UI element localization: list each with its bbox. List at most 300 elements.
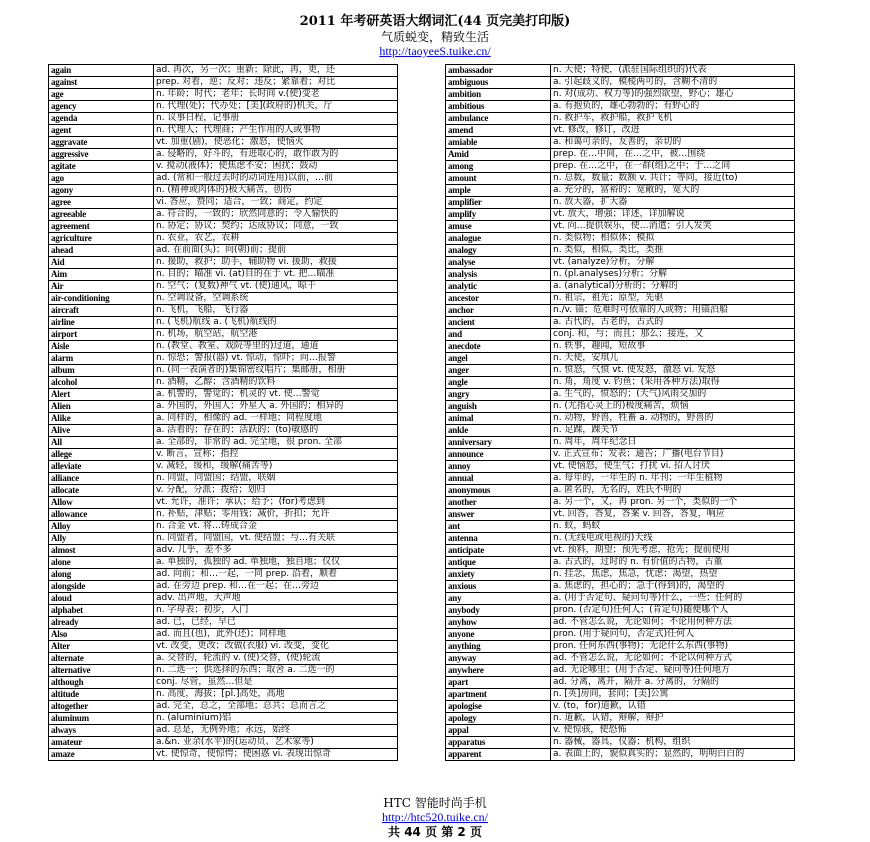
vocab-word: agriculture — [49, 233, 154, 245]
vocab-word: alongside — [49, 581, 154, 593]
vocab-word: anniversary — [446, 437, 551, 449]
vocab-definition: ad. 完全，总之，全部地；总共；总而言之 — [154, 701, 398, 713]
vocab-row — [446, 629, 795, 641]
vocab-row — [49, 317, 398, 329]
vocab-definition: a. 充分的，富裕的；宽敞的，宽大的 — [551, 185, 795, 197]
vocab-word: ambassador — [446, 65, 551, 77]
vocab-table-left — [48, 64, 398, 761]
vocab-word: Aid — [49, 257, 154, 269]
vocab-row — [446, 509, 795, 521]
vocab-row — [49, 425, 398, 437]
vocab-row — [446, 365, 795, 377]
vocab-row — [49, 113, 398, 125]
vocab-definition: conj. 尽管，虽然…但是 — [154, 677, 398, 689]
vocab-definition: vt. 预料，期望；预先考虑，抢先；提前使用 — [551, 545, 795, 557]
vocab-definition: n. 字母表；初步，入门 — [154, 605, 398, 617]
vocab-word: ambition — [446, 89, 551, 101]
vocab-row — [49, 713, 398, 725]
vocab-word: ambitious — [446, 101, 551, 113]
vocab-definition: v. 分配，分派；拨给；划归 — [154, 485, 398, 497]
vocab-word: altogether — [49, 701, 154, 713]
vocab-definition: vt. 改变，更改；改做(衣服) vi. 改变，变化 — [154, 641, 398, 653]
vocab-definition: ad. (常和一般过去时的动词连用)以前，…前 — [154, 173, 398, 185]
vocab-word: apartment — [446, 689, 551, 701]
vocab-word: another — [446, 497, 551, 509]
vocab-word: agency — [49, 101, 154, 113]
vocab-definition: vt. 放大，增强；详述，详加解说 — [551, 209, 795, 221]
vocab-word: ant — [446, 521, 551, 533]
vocab-word: analytic — [446, 281, 551, 293]
vocab-definition: vt. 加重(剧)，使恶化；激怒，使恼火 — [154, 137, 398, 149]
vocab-definition: a.&n. 业余(水平)的(运动员、艺术家等) — [154, 737, 398, 749]
page-header — [0, 14, 870, 58]
vocab-definition: n./v. 锚；危难时可依靠的人或物；用锚泊船 — [551, 305, 795, 317]
vocab-row — [446, 617, 795, 629]
vocab-row — [446, 557, 795, 569]
vocab-definition: n. 同盟，同盟国；结盟，联姻 — [154, 473, 398, 485]
vocab-definition: n. 代理人；代理商；产生作用的人或事物 — [154, 125, 398, 137]
vocab-definition: v. 正式宣布；发表；通告；广播(电台节目) — [551, 449, 795, 461]
vocab-definition: n. 空气；(复数)神气 vt. (使)通风，晾干 — [154, 281, 398, 293]
vocab-definition: a. 每年的，一年生的 n. 年刊；一年生植物 — [551, 473, 795, 485]
vocab-row — [446, 113, 795, 125]
vocab-row — [49, 389, 398, 401]
vocab-row — [49, 125, 398, 137]
vocab-row — [446, 461, 795, 473]
vocab-row — [49, 569, 398, 581]
vocab-row — [446, 521, 795, 533]
vocab-row — [446, 641, 795, 653]
vocab-word: ample — [446, 185, 551, 197]
vocab-word: aloud — [49, 593, 154, 605]
vocab-definition: n. 类似物；相似体；模拟 — [551, 233, 795, 245]
vocab-row — [49, 545, 398, 557]
vocab-row — [446, 437, 795, 449]
vocab-word: Alive — [49, 425, 154, 437]
vocab-row — [446, 101, 795, 113]
document-title: 2011 年考研英语大纲词汇(44 页完美打印版) — [299, 14, 571, 29]
vocab-definition: n. 高度，海拔；[pl.]高处，高地 — [154, 689, 398, 701]
vocab-word: ambiguous — [446, 77, 551, 89]
vocab-word: allowance — [49, 509, 154, 521]
vocab-row — [49, 173, 398, 185]
vocab-definition: a. 有抱负的，雄心勃勃的；有野心的 — [551, 101, 795, 113]
vocab-row — [49, 269, 398, 281]
vocab-word: although — [49, 677, 154, 689]
vocab-word: already — [49, 617, 154, 629]
vocab-definition: a. 和蔼可亲的，友善的，亲切的 — [551, 137, 795, 149]
vocab-word: ancient — [446, 317, 551, 329]
vocab-word: anguish — [446, 401, 551, 413]
vocab-word: agony — [49, 185, 154, 197]
vocab-definition: n. 补贴，津贴；零用钱；减价，折扣；允许 — [154, 509, 398, 521]
vocab-word: agreeable — [49, 209, 154, 221]
vocab-definition: n. 祖宗，祖先；原型，先驱 — [551, 293, 795, 305]
vocab-word: against — [49, 77, 154, 89]
footer-link[interactable]: http://htc520.tuike.cn/ — [382, 810, 488, 824]
vocab-row — [446, 653, 795, 665]
vocab-definition: a. 外国的，外国人；外星人 a. 外国的；相异的 — [154, 401, 398, 413]
vocab-word: agreement — [49, 221, 154, 233]
vocab-definition: a. 表面上的，貌似真实的；显然的，明明白白的 — [551, 749, 795, 761]
vocab-definition: pron. (否定句)任何人；(肯定句)随便哪个人 — [551, 605, 795, 617]
vocab-word: announce — [446, 449, 551, 461]
vocab-row — [446, 497, 795, 509]
vocab-definition: prep. 对着，逆；反对；违反；紧靠着；对比 — [154, 77, 398, 89]
vocab-word: ahead — [49, 245, 154, 257]
vocab-column-left — [48, 64, 398, 761]
vocab-definition: v. 搅动(液体)；使焦虑不安；困扰；鼓动 — [154, 161, 398, 173]
vocab-row — [49, 473, 398, 485]
vocab-definition: n. 议事日程，记事册 — [154, 113, 398, 125]
vocab-definition: n. (aluminium)铝 — [154, 713, 398, 725]
vocab-row — [446, 713, 795, 725]
vocab-definition: v. 断言，宣称；指控 — [154, 449, 398, 461]
vocab-definition: pron. 任何东西(事物)；无论什么东西(事物) — [551, 641, 795, 653]
vocab-row — [446, 401, 795, 413]
vocab-definition: a. 古代的，古老的，古式的 — [551, 317, 795, 329]
vocab-definition: a. 古式的，过时的 n. 有价值的古物，古董 — [551, 557, 795, 569]
vocab-word: alternative — [49, 665, 154, 677]
vocab-word: agenda — [49, 113, 154, 125]
vocab-row — [49, 449, 398, 461]
vocab-word: amplify — [446, 209, 551, 221]
vocab-word: analogy — [446, 245, 551, 257]
vocab-word: annoy — [446, 461, 551, 473]
vocab-definition: n. 代理(处)；代办处；[美](政府的)机关，厅 — [154, 101, 398, 113]
vocab-word: alarm — [49, 353, 154, 365]
vocab-word: almost — [49, 545, 154, 557]
vocab-word: apparatus — [446, 737, 551, 749]
vocab-definition: a. 符合的，一致的；欣然同意的；令人愉快的 — [154, 209, 398, 221]
vocab-definition: vt. 使恼怒，使生气；打扰 vi. 招人讨厌 — [551, 461, 795, 473]
vocab-row — [49, 209, 398, 221]
vocab-word: anchor — [446, 305, 551, 317]
vocab-word: anticipate — [446, 545, 551, 557]
vocab-definition: ad. 已，已经，早已 — [154, 617, 398, 629]
vocab-row — [49, 677, 398, 689]
vocab-word: air-conditioning — [49, 293, 154, 305]
vocab-row — [49, 689, 398, 701]
vocab-definition: n. 合金 vt. 将…铸成合金 — [154, 521, 398, 533]
vocab-word: agent — [49, 125, 154, 137]
vocab-definition: n. 救护车，救护船，救护飞机 — [551, 113, 795, 125]
vocab-definition: n. 蚁，蚂蚁 — [551, 521, 795, 533]
vocab-definition: n. (同一表演者的)集锦密纹唱片；集邮册，相册 — [154, 365, 398, 377]
vocab-definition: ad. 向前；和…一起，一同 prep. 沿着，顺着 — [154, 569, 398, 581]
vocab-row — [49, 197, 398, 209]
vocab-row — [446, 377, 795, 389]
page-number: 共 44 页 第 2 页 — [388, 825, 482, 839]
vocab-word: alleviate — [49, 461, 154, 473]
vocab-definition: n. 对(成功、权力等)的强烈欲望，野心；雄心 — [551, 89, 795, 101]
vocab-row — [446, 569, 795, 581]
vocab-word: aircraft — [49, 305, 154, 317]
vocab-definition: ad. 不管怎么说，无论如何；不论用何种方法 — [551, 617, 795, 629]
vocab-row — [446, 317, 795, 329]
vocab-row — [49, 245, 398, 257]
vocab-word: agree — [49, 197, 154, 209]
header-link[interactable]: http://taoyeeS.tuike.cn/ — [379, 44, 491, 58]
vocab-row — [49, 521, 398, 533]
vocab-row — [49, 65, 398, 77]
vocab-row — [49, 605, 398, 617]
vocab-row — [49, 365, 398, 377]
vocab-definition: n. 惊恐；警报(器) vt. 惊动，惊吓；向…报警 — [154, 353, 398, 365]
vocab-word: anecdote — [446, 341, 551, 353]
vocab-word: ancestor — [446, 293, 551, 305]
vocab-definition: n. 机场，航空站，航空港 — [154, 329, 398, 341]
vocab-definition: n. 足踝，踝关节 — [551, 425, 795, 437]
vocab-word: All — [49, 437, 154, 449]
vocab-row — [446, 245, 795, 257]
vocab-definition: n. (无线电或电视的)天线 — [551, 533, 795, 545]
vocab-row — [49, 485, 398, 497]
vocab-row — [49, 281, 398, 293]
vocab-definition: ad. 而且(也)，此外(还)；同样地 — [154, 629, 398, 641]
vocab-definition: a. 交替的，轮流的 v. (使)交替，(使)轮流 — [154, 653, 398, 665]
vocab-row — [49, 185, 398, 197]
vocab-definition: ad. 不管怎么说，无论如何；不论以何种方式 — [551, 653, 795, 665]
vocab-word: always — [49, 725, 154, 737]
vocab-definition: a. 全部的，非常的 ad. 完全地，很 pron. 全部 — [154, 437, 398, 449]
vocab-word: analogue — [446, 233, 551, 245]
vocab-word: answer — [446, 509, 551, 521]
vocab-row — [49, 341, 398, 353]
vocab-word: ago — [49, 173, 154, 185]
vocab-definition: v. 使惊骇，使恐怖 — [551, 725, 795, 737]
vocab-word: anything — [446, 641, 551, 653]
vocab-word: anyhow — [446, 617, 551, 629]
footer-brand: HTC 智能时尚手机 — [383, 796, 487, 810]
vocab-definition: vt. 使惊奇，使惊愕；使困惑 vi. 表现出惊奇 — [154, 749, 398, 761]
vocab-row — [49, 581, 398, 593]
vocab-word: altitude — [49, 689, 154, 701]
vocab-row — [49, 329, 398, 341]
vocab-word: aggressive — [49, 149, 154, 161]
vocab-row — [446, 77, 795, 89]
vocab-definition: ad. 无论哪里；(用于否定、疑问等)任何地方 — [551, 665, 795, 677]
vocab-row — [446, 605, 795, 617]
vocab-word: allege — [49, 449, 154, 461]
vocab-word: Alloy — [49, 521, 154, 533]
vocab-row — [446, 725, 795, 737]
vocab-row — [446, 257, 795, 269]
document-subtitle: 气质蜕变，精致生活 — [380, 30, 489, 44]
vocab-word: any — [446, 593, 551, 605]
vocab-definition: n. 类似，相似，类比，类推 — [551, 245, 795, 257]
vocab-definition: n. 目的；瞄准 vi. (at)目的在于 vt. 把…瞄准 — [154, 269, 398, 281]
vocab-row — [49, 641, 398, 653]
vocab-row — [49, 293, 398, 305]
vocab-definition: n. 愤怒，气愤 vt. 使发怒，激怒 vi. 发怒 — [551, 365, 795, 377]
vocab-word: anyway — [446, 653, 551, 665]
vocab-word: alternate — [49, 653, 154, 665]
vocab-definition: a. 生气的，愤怒的；(天气)风雨交加的 — [551, 389, 795, 401]
vocab-word: Amid — [446, 149, 551, 161]
vocab-definition: n. 轶事，趣闻，短故事 — [551, 341, 795, 353]
vocab-definition: n. 天使，安琪儿 — [551, 353, 795, 365]
vocab-word: amaze — [49, 749, 154, 761]
vocab-definition: n. 器械，器具，仪器；机构，组织 — [551, 737, 795, 749]
vocab-word: age — [49, 89, 154, 101]
vocab-definition: n. 同盟者，同盟国，vt. 使结盟；与…有关联 — [154, 533, 398, 545]
vocab-word: anybody — [446, 605, 551, 617]
vocab-row — [49, 413, 398, 425]
vocab-word: amount — [446, 173, 551, 185]
vocab-word: angle — [446, 377, 551, 389]
vocab-word: Also — [49, 629, 154, 641]
vocab-definition: n. 动物，野兽，牲畜 a. 动物的，野兽的 — [551, 413, 795, 425]
vocab-definition: n. 挂念，焦虑，焦急，忧虑；渴望，热望 — [551, 569, 795, 581]
vocab-word: apologise — [446, 701, 551, 713]
vocab-definition: vt. 回答，答复，答案 v. 回答，答复，响应 — [551, 509, 795, 521]
vocab-row — [49, 509, 398, 521]
vocab-word: alliance — [49, 473, 154, 485]
vocab-word: along — [49, 569, 154, 581]
vocab-row — [49, 593, 398, 605]
vocab-definition: vi. 答应，赞同；适合，一致；商定，约定 — [154, 197, 398, 209]
vocab-definition: n. 大使；特使，(派驻国际组织的)代表 — [551, 65, 795, 77]
vocab-word: analysis — [446, 269, 551, 281]
vocab-row — [446, 533, 795, 545]
vocab-word: Ally — [49, 533, 154, 545]
vocab-row — [446, 389, 795, 401]
vocab-word: anxious — [446, 581, 551, 593]
vocab-row — [49, 533, 398, 545]
vocab-row — [49, 101, 398, 113]
vocab-row — [446, 221, 795, 233]
vocab-word: ambulance — [446, 113, 551, 125]
vocab-word: angry — [446, 389, 551, 401]
vocab-definition: n. 总数，数量；数额 v. 共计；等同，接近(to) — [551, 173, 795, 185]
vocab-definition: a. 单独的，孤独的 ad. 单独地，独自地；仅仅 — [154, 557, 398, 569]
vocab-row — [446, 329, 795, 341]
vocab-definition: n. 援助，救护；助手，辅助物 vi. 援助，救援 — [154, 257, 398, 269]
vocab-definition: vt. 向…提供娱乐，使…消遣；引人发笑 — [551, 221, 795, 233]
vocab-definition: a. (用于否定句、疑问句等)什么，一些；任何的 — [551, 593, 795, 605]
vocab-definition: n. (精神或肉体的)极大痛苦，创伤 — [154, 185, 398, 197]
vocab-row — [49, 353, 398, 365]
vocab-row — [49, 233, 398, 245]
vocab-row — [446, 281, 795, 293]
vocab-word: aggravate — [49, 137, 154, 149]
vocab-definition: n. (尤指心灵上的)极度痛苦，烦恼 — [551, 401, 795, 413]
vocab-definition: prep. 在…中间，在…之中，被…围绕 — [551, 149, 795, 161]
vocab-word: amiable — [446, 137, 551, 149]
vocab-row — [446, 737, 795, 749]
vocab-row — [49, 701, 398, 713]
vocab-row — [49, 653, 398, 665]
vocab-row — [49, 749, 398, 761]
vocab-row — [49, 377, 398, 389]
vocab-word: apology — [446, 713, 551, 725]
vocab-row — [446, 449, 795, 461]
vocab-row — [446, 293, 795, 305]
vocab-word: amateur — [49, 737, 154, 749]
vocab-word: antenna — [446, 533, 551, 545]
vocab-word: apparent — [446, 749, 551, 761]
vocab-word: alone — [49, 557, 154, 569]
vocab-row — [446, 233, 795, 245]
vocab-row — [446, 209, 795, 221]
vocab-word: Allow — [49, 497, 154, 509]
vocab-word: annual — [446, 473, 551, 485]
vocab-word: again — [49, 65, 154, 77]
vocab-word: amuse — [446, 221, 551, 233]
vocab-definition: a. 机警的，警觉的；机灵的 vt. 使…警觉 — [154, 389, 398, 401]
vocab-table-right — [445, 64, 795, 761]
vocab-row — [446, 197, 795, 209]
vocab-row — [49, 737, 398, 749]
vocab-row — [446, 485, 795, 497]
vocab-word: Alike — [49, 413, 154, 425]
vocab-row — [446, 749, 795, 761]
page-footer — [0, 796, 870, 839]
vocab-word: among — [446, 161, 551, 173]
vocab-row — [446, 173, 795, 185]
vocab-word: animal — [446, 413, 551, 425]
vocab-definition: prep. 在…之中，在一群(组)之中；于…之间 — [551, 161, 795, 173]
vocab-definition: conj. 和，与；而且；那么；接连，又 — [551, 329, 795, 341]
vocab-row — [446, 545, 795, 557]
vocab-row — [49, 497, 398, 509]
vocab-word: aluminum — [49, 713, 154, 725]
vocab-definition: a. 活着的；存在的；活跃的；(to)敏感的 — [154, 425, 398, 437]
vocab-definition: a. 另一个，又，再 pron. 另一个，类似的一个 — [551, 497, 795, 509]
vocab-row — [446, 305, 795, 317]
vocab-word: amend — [446, 125, 551, 137]
vocab-definition: a. (analytical)分析的；分解的 — [551, 281, 795, 293]
vocab-word: appal — [446, 725, 551, 737]
vocab-definition: n. 空调设备，空调系统 — [154, 293, 398, 305]
vocab-row — [49, 221, 398, 233]
vocab-definition: ad. 分离，离开，隔开 a. 分离的，分隔的 — [551, 677, 795, 689]
vocab-row — [49, 257, 398, 269]
vocab-word: agitate — [49, 161, 154, 173]
vocab-word: analyse — [446, 257, 551, 269]
vocab-row — [49, 77, 398, 89]
vocab-row — [446, 65, 795, 77]
vocab-row — [446, 269, 795, 281]
vocab-row — [49, 305, 398, 317]
vocab-definition: a. 焦虑的，担心的；急于(得到)的，渴望的 — [551, 581, 795, 593]
vocab-row — [446, 701, 795, 713]
vocab-definition: ad. 再次，另一次；重新；除此，再，更，还 — [154, 65, 398, 77]
vocab-definition: n. 道歉，认错，辩解，辩护 — [551, 713, 795, 725]
vocab-word: Air — [49, 281, 154, 293]
vocab-row — [49, 401, 398, 413]
vocab-word: antique — [446, 557, 551, 569]
vocab-row — [49, 725, 398, 737]
vocab-definition: n. (教堂、教室、戏院等里的)过道，通道 — [154, 341, 398, 353]
vocab-row — [446, 185, 795, 197]
vocab-word: Aim — [49, 269, 154, 281]
vocab-row — [446, 473, 795, 485]
vocab-row — [49, 437, 398, 449]
vocab-definition: n. 协定；协议；契约；达成协议；同意，一致 — [154, 221, 398, 233]
vocab-word: amplifier — [446, 197, 551, 209]
vocab-row — [49, 89, 398, 101]
vocab-definition: v. (to，for)道歉，认错 — [551, 701, 795, 713]
vocab-definition: adv. 出声地，大声地 — [154, 593, 398, 605]
vocab-word: anyone — [446, 629, 551, 641]
vocab-definition: n. 角，角度 v. 钓鱼；(采用各种方法)取得 — [551, 377, 795, 389]
vocab-row — [446, 125, 795, 137]
vocab-word: Alter — [49, 641, 154, 653]
vocab-definition: ad. 在前面(头)；向(朝)前；提前 — [154, 245, 398, 257]
vocab-column-right — [445, 64, 795, 761]
